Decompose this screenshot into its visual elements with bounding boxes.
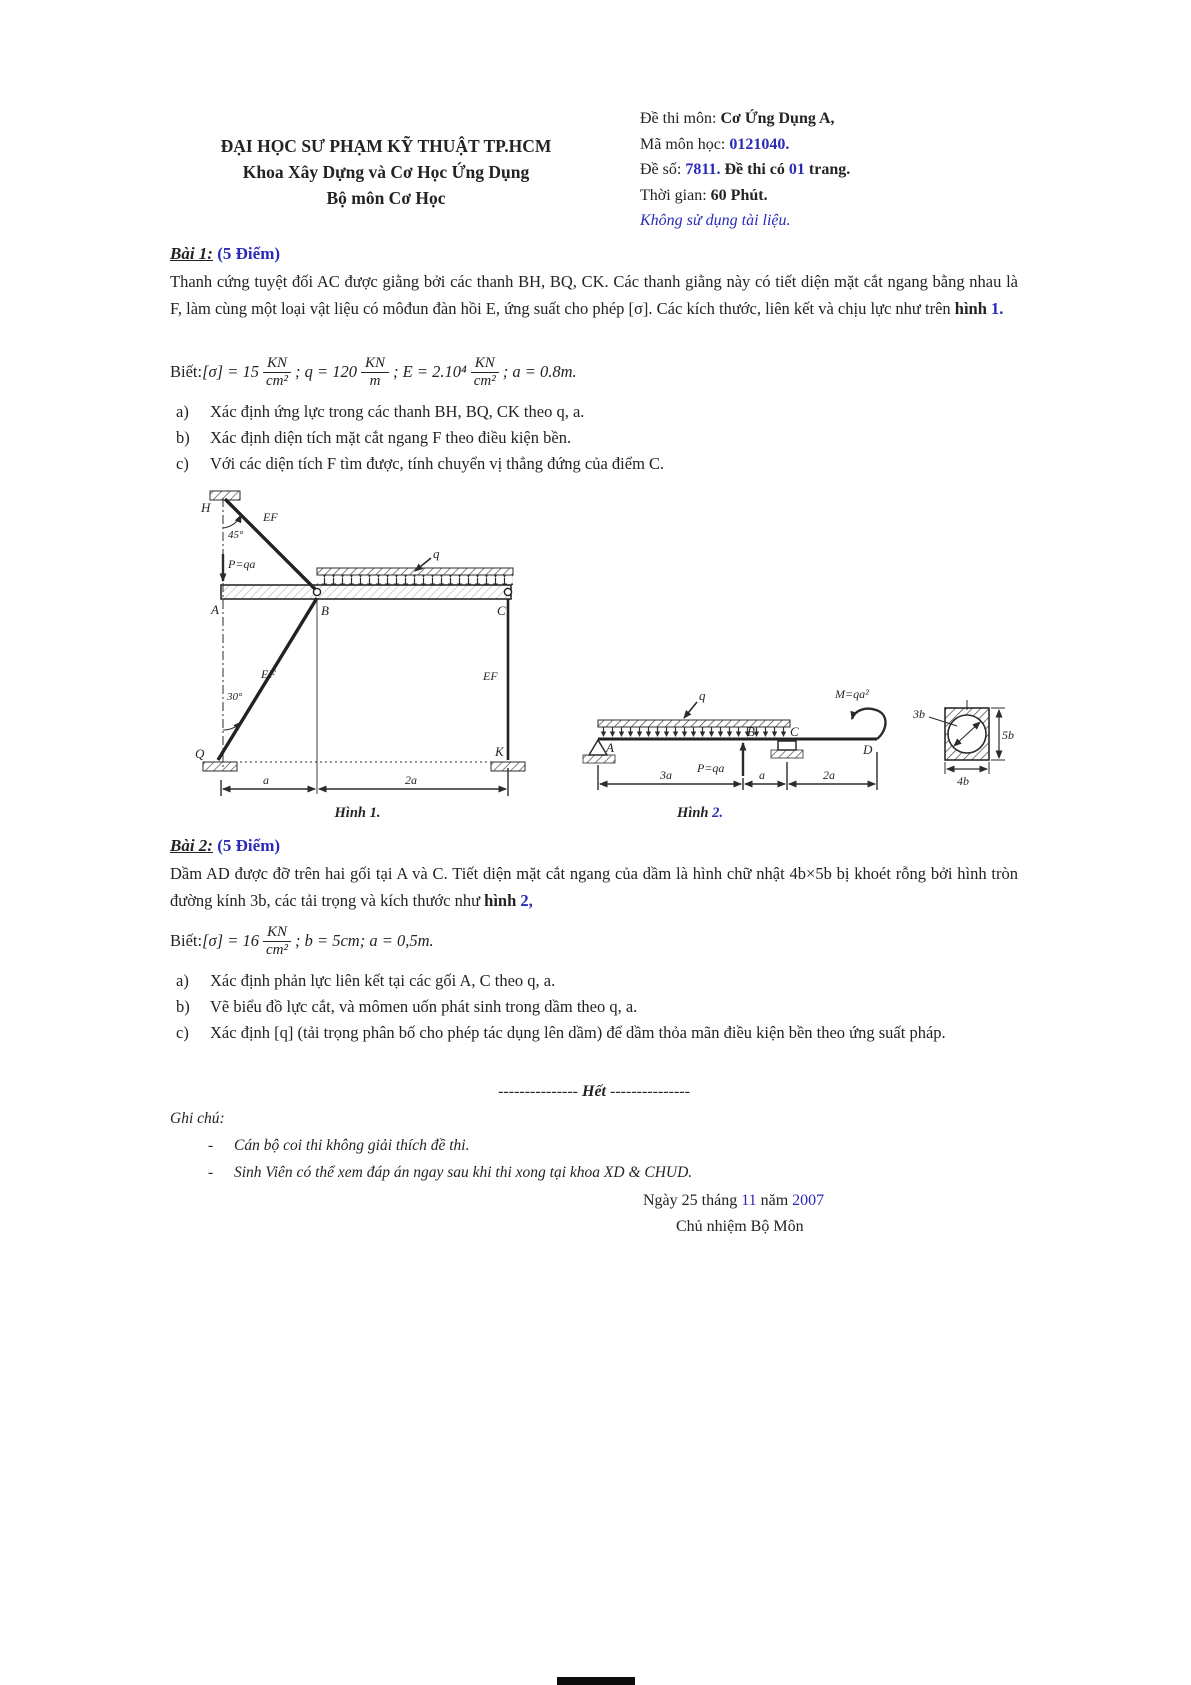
problem1-title: Bài 1: (170, 244, 213, 263)
bullet-dash: - (208, 1137, 214, 1154)
given-a: ; a = 0.8m. (502, 362, 577, 381)
course-code-label: Mã môn học: (640, 135, 730, 153)
problem1-intro-text: Thanh cứng tuyệt đối AC được giằng bởi các thanh BH, BQ, CK. Các thanh giằng này có tiết diện mặt cắt ngang bằng nhau là F, làm cùng một loại vật liệu có môđun đàn hồi E, ứng suất cho phép [σ]. Các kích thước, liên kết và chịu lực như trên (170, 272, 1018, 318)
problem1-figref-word: hình (954, 299, 992, 318)
pages-text-pre: Đề thi có (720, 161, 789, 178)
q-load-arrow (684, 702, 697, 718)
fraction-kn-cm2: $\frac{KN}{\text{cm²}}$ (263, 924, 291, 958)
problem1-points: (5 Điểm) (212, 244, 281, 263)
cross-section (929, 700, 1005, 774)
fraction-kn-cm2-2: $\frac{KN}{\text{cm²}}$ (471, 355, 499, 389)
label-D: D (863, 742, 873, 757)
problem2-points: (5 Điểm) (212, 836, 281, 855)
date-month: 11 (741, 1192, 757, 1209)
exam-subject-line (640, 106, 960, 132)
item-text: Với các diện tích F tìm được, tính chuyển vị thẳng đứng của điểm C. (210, 454, 665, 473)
end-word: Hết (582, 1083, 606, 1100)
given-E: ; E = 2.10⁴ (393, 362, 467, 381)
item-text: Xác định diện tích mặt cắt ngang F theo điều kiện bền. (210, 428, 572, 447)
label-dim-3a: 3a (660, 768, 672, 782)
label-H: H (201, 500, 211, 515)
label-load-q: q (699, 688, 706, 703)
item-text: Vẽ biểu đồ lực cắt, và mômen uốn phát sinh trong dầm theo q, a. (210, 997, 638, 1016)
support-Q (203, 762, 237, 771)
university-header (195, 133, 577, 211)
date-year: 2007 (792, 1192, 825, 1209)
label-dim-2a: 2a (405, 773, 417, 787)
given-sigma: [σ] = 16 (202, 931, 259, 950)
duration-value: 60 Phút. (710, 186, 768, 204)
problem1-intro (170, 268, 1018, 322)
problem2-intro-text: Dầm AD được đỡ trên hai gối tại A và C. Tiết diện mặt cắt ngang của dầm là hình chữ nhật 4b×5b bị khoét rỗng bởi hình tròn đường kính 3b, các tải trọng và kích thước như (170, 864, 1018, 910)
given-sigma: [σ] = 15 (202, 362, 259, 381)
distributed-load-arrows (317, 575, 513, 585)
rigid-beam-AC (221, 585, 511, 599)
exam-subject-value: Cơ Ứng Dụng A, (720, 110, 835, 127)
support-H (210, 491, 240, 500)
item-marker: a) (176, 402, 189, 421)
distributed-load-arrows (598, 727, 790, 737)
label-EF-hanger: EF (483, 669, 498, 683)
note-item-2 (208, 1164, 908, 1182)
exam-info-block (640, 106, 960, 234)
support-C-roller (771, 741, 803, 758)
label-sec-3b: 3b (913, 707, 925, 721)
label-B: B (747, 724, 755, 739)
problem2-heading (170, 836, 280, 856)
label-A: A (606, 740, 614, 755)
exam-number-label: Đề số: (640, 161, 686, 178)
pages-text-post: trang. (804, 161, 851, 178)
problem2-intro (170, 860, 1018, 914)
pages-count: 01 (788, 161, 805, 178)
dimension-line-fig2 (598, 752, 877, 790)
label-dim-a: a (263, 773, 269, 787)
note-item-1 (208, 1137, 908, 1155)
figure1-caption: Hình 1. (334, 805, 381, 821)
problem2-given-line (170, 918, 434, 964)
problem1-figref-num: 1. (991, 299, 1004, 318)
hinge-C (504, 588, 511, 595)
note-text: Cán bộ coi thi không giải thích đề thi. (234, 1137, 470, 1154)
date-line: Ngày 25 tháng 11 năm 2007 (643, 1192, 825, 1209)
distributed-load-band (317, 568, 513, 575)
hinge-B (313, 588, 320, 595)
item-text: Xác định phản lực liên kết tại các gối A, C theo q, a. (210, 971, 556, 990)
label-B: B (321, 603, 329, 618)
item-text: Xác định ứng lực trong các thanh BH, BQ, CK theo q, a. (210, 402, 585, 421)
item-text: Xác định [q] (tải trọng phân bố cho phép tác dụng lên dầm) để dầm thỏa mãn điều kiện bền theo ứng suất pháp. (210, 1023, 946, 1042)
label-EF-top-bar: EF (263, 510, 278, 524)
label-moment-M: M=qa² (835, 687, 869, 701)
duration-label: Thời gian: (640, 186, 711, 204)
fraction-kn-cm2: $\frac{KN}{\text{cm²}}$ (263, 355, 291, 389)
label-Q: Q (195, 746, 205, 761)
note-text: Sinh Viên có thể xem đáp án ngay sau khi thi xong tại khoa XD & CHUD. (234, 1164, 693, 1181)
item-marker: b) (176, 997, 190, 1016)
angle-45-arc (223, 515, 241, 528)
figure1-structure-diagram (185, 468, 530, 803)
problem2-figref-num: 2, (520, 891, 533, 910)
label-K: K (495, 744, 504, 759)
label-C: C (790, 724, 799, 739)
problem1-item-b (176, 425, 1016, 451)
problem1-heading (170, 244, 280, 264)
duration-line (640, 183, 960, 209)
exam-number-line (640, 157, 960, 183)
item-marker: c) (176, 454, 189, 473)
given-label: Biết: (170, 931, 203, 950)
item-marker: a) (176, 971, 189, 990)
label-EF-brace: EF (261, 667, 276, 681)
bottom-page-mark (557, 1677, 635, 1685)
problem1-item-a (176, 399, 1016, 425)
problem2-item-b (176, 994, 1016, 1020)
problem2-title: Bài 2: (170, 836, 213, 855)
end-divider: --------------- Hết --------------- (498, 1083, 690, 1100)
fraction-kn-m: $\frac{KN}{m}$ (361, 355, 389, 389)
label-angle-30: 30° (227, 691, 243, 703)
faculty-name: Khoa Xây Dựng và Cơ Học Ứng Dụng (242, 162, 530, 182)
course-code-value: 0121040. (729, 135, 790, 153)
label-C: C (497, 603, 506, 618)
problem2-item-c (176, 1020, 1024, 1046)
label-sec-4b: 4b (957, 774, 969, 788)
exam-subject-label: Đề thi môn: (640, 110, 721, 127)
problem1-given-line (170, 349, 577, 395)
label-angle-45: 45° (228, 529, 244, 541)
figure2-caption: Hình 2. (677, 805, 723, 821)
problem2-item-a (176, 968, 1016, 994)
university-name: ĐẠI HỌC SƯ PHẠM KỸ THUẬT TP.HCM (220, 136, 552, 156)
label-force-P: P=qa (228, 557, 256, 571)
notes-title: Ghi chú: (170, 1110, 225, 1127)
distributed-load-band (598, 720, 790, 727)
label-sec-5b: 5b (1002, 728, 1014, 742)
figure2-beam-diagram (545, 660, 1015, 805)
exam-number-value: 7811. (685, 161, 721, 178)
given-b-a: ; b = 5cm; a = 0,5m. (294, 931, 434, 950)
label-force-P: P=qa (697, 761, 725, 775)
problem2-figref-word: hình (484, 891, 521, 910)
bullet-dash: - (208, 1164, 214, 1181)
no-materials-note: Không sử dụng tài liệu. (640, 212, 791, 229)
department-name: Bộ môn Cơ Học (326, 188, 446, 208)
label-load-q: q (433, 546, 440, 561)
item-marker: b) (176, 428, 190, 447)
signer-title: Chủ nhiệm Bộ Môn (676, 1218, 804, 1235)
moment-arrow (852, 709, 886, 739)
given-q: ; q = 120 (294, 362, 357, 381)
item-marker: c) (176, 1023, 189, 1042)
course-code-line (640, 132, 960, 158)
label-dim-2a: 2a (823, 768, 835, 782)
label-dim-a: a (759, 768, 765, 782)
given-label: Biết: (170, 362, 203, 381)
label-A: A (211, 602, 219, 617)
